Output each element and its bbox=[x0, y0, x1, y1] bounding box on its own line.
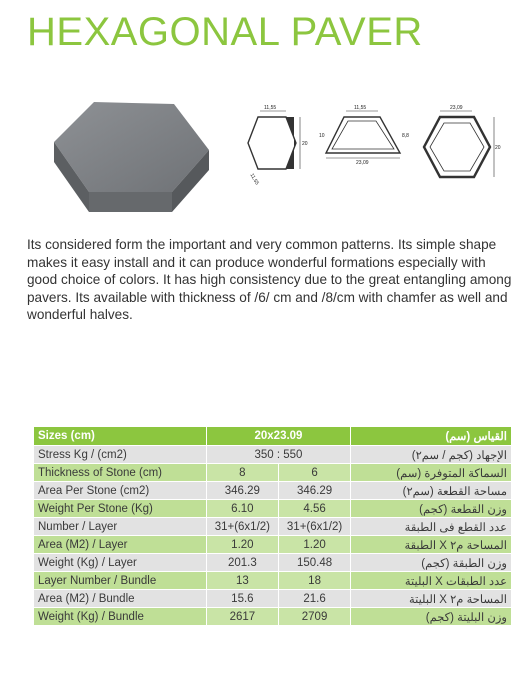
table-row bbox=[34, 518, 512, 536]
row-arabic-label: المساحة م٢ X البليتة bbox=[351, 590, 512, 608]
table-row bbox=[34, 590, 512, 608]
row-label: Weight (Kg) / Layer bbox=[34, 554, 206, 572]
dim-top-label: 11,55 bbox=[264, 105, 277, 111]
row-value-2: 346.29 bbox=[278, 482, 350, 500]
table-row bbox=[34, 464, 512, 482]
table-row bbox=[34, 536, 512, 554]
dim-top-label: 11,55 bbox=[354, 105, 367, 111]
row-label: Area (M2) / Layer bbox=[34, 536, 206, 554]
row-value: 350 : 550 bbox=[206, 446, 350, 464]
row-label: Stress Kg / (cm2) bbox=[34, 446, 206, 464]
row-value-1: 201.3 bbox=[206, 554, 278, 572]
row-value-1: 1.20 bbox=[206, 536, 278, 554]
row-arabic-label: وزن البليتة (كجم) bbox=[351, 608, 512, 626]
dim-bottom-label: 23,09 bbox=[356, 160, 369, 166]
row-arabic-label: عدد القطع فى الطبقة bbox=[351, 518, 512, 536]
row-value-1: 2617 bbox=[206, 608, 278, 626]
row-value-2: 18 bbox=[278, 572, 350, 590]
description-text: Its considered form the important and very common patterns. Its simple shape makes it easy install and it can produce wonderful formations especially with good choice of colors. It has high consistency due to the great entangling among pavers. Its available with thickness of /6/ cm and /8/cm with chamfer as well and wonderful halves. bbox=[27, 237, 512, 322]
dim-left-label: 10 bbox=[319, 133, 325, 139]
dim-side-label: 20 bbox=[302, 141, 308, 147]
row-value-1: 15.6 bbox=[206, 590, 278, 608]
row-value-2: 4.56 bbox=[278, 500, 350, 518]
header-size-value: 20x23.09 bbox=[206, 427, 350, 446]
row-value-1: 13 bbox=[206, 572, 278, 590]
row-label: Weight (Kg) / Bundle bbox=[34, 608, 206, 626]
table-row bbox=[34, 482, 512, 500]
row-arabic-label: الإجهاد (كجم / سم٢) bbox=[351, 446, 512, 464]
row-arabic-label: مساحة القطعة (سم٢) bbox=[351, 482, 512, 500]
dim-right-label: 8,8 bbox=[402, 133, 409, 139]
paver-image bbox=[44, 100, 214, 220]
row-label: Area Per Stone (cm2) bbox=[34, 482, 206, 500]
table-header-row bbox=[34, 427, 512, 446]
row-label: Number / Layer bbox=[34, 518, 206, 536]
row-arabic-label: عدد الطبقات X البليتة bbox=[351, 572, 512, 590]
row-arabic-label: وزن القطعة (كجم) bbox=[351, 500, 512, 518]
trapezoid-drawing bbox=[318, 103, 408, 165]
row-value-2: 2709 bbox=[278, 608, 350, 626]
row-value-2: 31+(6x1/2) bbox=[278, 518, 350, 536]
row-arabic-label: السماكة المتوفرة (سم) bbox=[351, 464, 512, 482]
row-value-2: 150.48 bbox=[278, 554, 350, 572]
row-label: Layer Number / Bundle bbox=[34, 572, 206, 590]
row-value-1: 346.29 bbox=[206, 482, 278, 500]
specification-table bbox=[34, 427, 512, 626]
row-value-1: 8 bbox=[206, 464, 278, 482]
row-value-2: 21.6 bbox=[278, 590, 350, 608]
table-row bbox=[34, 446, 512, 464]
table-row bbox=[34, 500, 512, 518]
row-arabic-label: المساحة م٢ X الطبقة bbox=[351, 536, 512, 554]
row-label: Area (M2) / Bundle bbox=[34, 590, 206, 608]
dim-diag-label: 11,55 bbox=[248, 172, 260, 187]
row-label: Weight Per Stone (Kg) bbox=[34, 500, 206, 518]
header-arabic-label: القياس (سم) bbox=[351, 427, 512, 446]
dim-top-label: 23,09 bbox=[450, 105, 463, 111]
dim-side-label: 20 bbox=[495, 145, 501, 151]
half-hexagon-drawing bbox=[244, 103, 306, 185]
page-title: HEXAGONAL PAVER bbox=[27, 10, 423, 54]
header-label: Sizes (cm) bbox=[34, 427, 206, 446]
table-row bbox=[34, 554, 512, 572]
table-row bbox=[34, 608, 512, 626]
row-value-2: 6 bbox=[278, 464, 350, 482]
row-value-1: 31+(6x1/2) bbox=[206, 518, 278, 536]
row-label: Thickness of Stone (cm) bbox=[34, 464, 206, 482]
row-arabic-label: وزن الطبقة (كجم) bbox=[351, 554, 512, 572]
table-row bbox=[34, 572, 512, 590]
row-value-2: 1.20 bbox=[278, 536, 350, 554]
row-value-1: 6.10 bbox=[206, 500, 278, 518]
hexagon-drawing bbox=[418, 103, 502, 185]
